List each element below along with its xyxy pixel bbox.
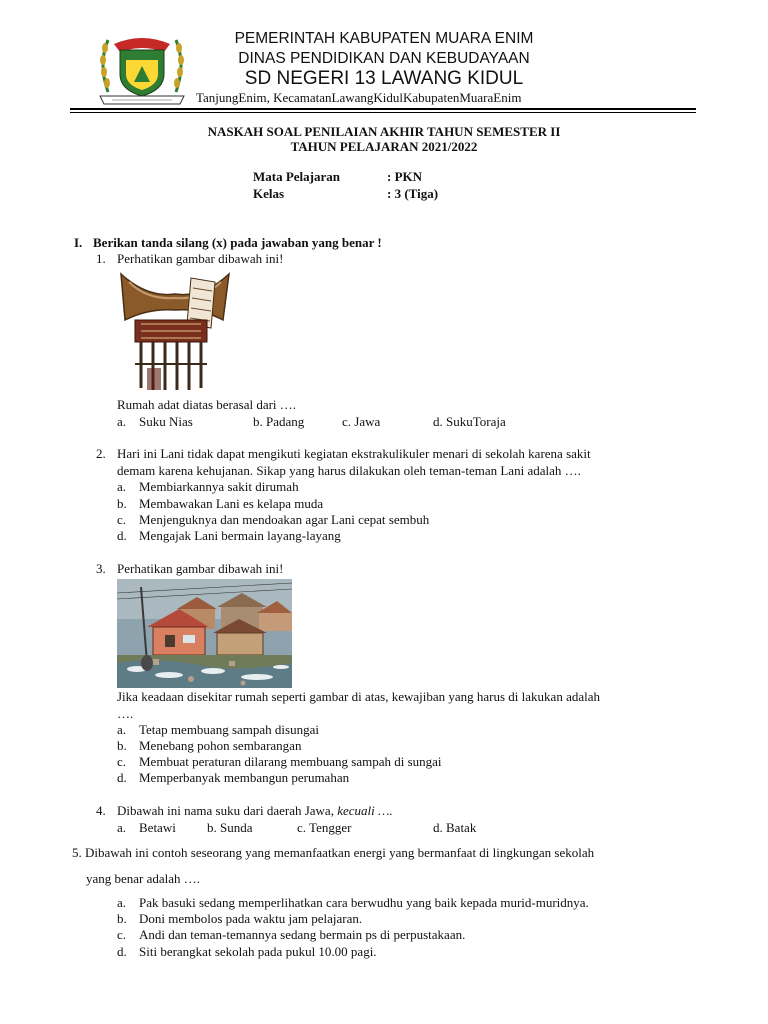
q2-option-c-letter: c. — [117, 512, 127, 527]
q5-text-line1: 5. Dibawah ini contoh seseorang yang memanfaatkan energi yang bermanfaat di lingkungan sekolah — [72, 845, 595, 860]
q1-option-d: d. SukuToraja — [433, 414, 506, 429]
q3-number: 3. — [96, 561, 106, 576]
q3-option-c-letter: c. — [117, 754, 127, 769]
q4-text-main: Dibawah ini nama suku dari daerah Jawa, — [117, 803, 334, 818]
q2-option-a: Membiarkannya sakit dirumah — [139, 479, 299, 494]
q3-option-a: Tetap membuang sampah disungai — [139, 722, 319, 737]
q4-option-a-letter: a. — [117, 820, 127, 835]
q4-option-b: b. Sunda — [207, 820, 253, 835]
q5-option-a: Pak basuki sedang memperlihatkan cara berwudhu yang baik kepada murid-muridnya. — [139, 895, 589, 910]
q5-option-b: Doni membolos pada waktu jam pelajaran. — [139, 911, 363, 926]
q4-option-a: Betawi — [139, 820, 176, 835]
exam-title: NASKAH SOAL PENILAIAN AKHIR TAHUN SEMESTER II — [207, 124, 561, 139]
q4-option-c: c. Tengger — [297, 820, 352, 835]
letterhead-rule-thick — [70, 108, 696, 110]
header-department: DINAS PENDIDIKAN DAN KEBUDAYAAN — [238, 50, 530, 67]
q1-text: Perhatikan gambar dibawah ini! — [117, 251, 284, 266]
q2-option-b: Membawakan Lani es kelapa muda — [139, 496, 324, 511]
header-government: PEMERINTAH KABUPATEN MUARA ENIM — [234, 30, 534, 47]
letterhead-rule-thin — [70, 112, 696, 113]
q2-number: 2. — [96, 446, 106, 461]
q3-option-b-letter: b. — [117, 738, 127, 753]
q2-option-a-letter: a. — [117, 479, 127, 494]
q1-option-a: Suku Nias — [139, 414, 193, 429]
q4-option-d: d. Batak — [433, 820, 477, 835]
q4-text — [117, 803, 393, 819]
tongkonan-house-image — [117, 268, 233, 396]
q2-option-d-letter: d. — [117, 528, 127, 543]
q5-option-d-letter: d. — [117, 944, 127, 959]
q2-option-b-letter: b. — [117, 496, 127, 511]
q3-option-d-letter: d. — [117, 770, 127, 785]
section-instruction: Berikan tanda silang (x) pada jawaban yang benar ! — [93, 235, 382, 250]
q5-text-line2: yang benar adalah …. — [86, 871, 201, 886]
q1-option-c: c. Jawa — [342, 414, 381, 429]
q3-option-c: Membuat peraturan dilarang membuang sampah di sungai — [139, 754, 442, 769]
q2-option-c: Menjenguknya dan mendoakan agar Lani cepat sembuh — [139, 512, 430, 527]
q2-text-line1: Hari ini Lani tidak dapat mengikuti kegiatan ekstrakulikuler menari di sekolah karena sakit — [117, 446, 591, 461]
q1-option-b: b. Padang — [253, 414, 305, 429]
q4-text-emphasis: kecuali …. — [337, 803, 393, 818]
q5-option-b-letter: b. — [117, 911, 127, 926]
q2-option-d: Mengajak Lani bermain layang-layang — [139, 528, 341, 543]
class-value: : 3 (Tiga) — [387, 186, 439, 201]
exam-year: TAHUN PELAJARAN 2021/2022 — [290, 139, 478, 154]
q1-number: 1. — [96, 251, 106, 266]
q2-text-line2: demam karena kehujanan. Sikap yang harus dilakukan oleh teman-teman Lani adalah …. — [117, 463, 581, 478]
q3-text-line2: …. — [117, 706, 134, 721]
q3-text: Perhatikan gambar dibawah ini! — [117, 561, 284, 576]
q3-option-a-letter: a. — [117, 722, 127, 737]
q1-question: Rumah adat diatas berasal dari …. — [117, 397, 297, 412]
polluted-village-image — [117, 579, 292, 688]
q3-option-d: Memperbanyak membangun perumahan — [139, 770, 350, 785]
q3-text-line1: Jika keadaan disekitar rumah seperti gambar di atas, kewajiban yang harus di lakukan adalah — [117, 689, 600, 704]
q3-option-b: Menebang pohon sembarangan — [139, 738, 302, 753]
q5-option-d: Siti berangkat sekolah pada pukul 10.00 pagi. — [139, 944, 377, 959]
q1-option-a-letter: a. — [117, 414, 127, 429]
header-address: TanjungEnim, KecamatanLawangKidulKabupatenMuaraEnim — [196, 90, 522, 105]
q5-option-c-letter: c. — [117, 927, 127, 942]
q4-number: 4. — [96, 803, 106, 818]
class-label: Kelas — [253, 186, 285, 201]
subject-label: Mata Pelajaran — [253, 169, 341, 184]
q5-option-c: Andi dan teman-temannya sedang bermain ps di perpustakaan. — [139, 927, 466, 942]
section-numeral: I. — [74, 235, 83, 250]
header-school-name: SD NEGERI 13 LAWANG KIDUL — [244, 68, 524, 89]
q5-option-a-letter: a. — [117, 895, 127, 910]
school-logo — [94, 30, 190, 108]
subject-value: : PKN — [387, 169, 423, 184]
